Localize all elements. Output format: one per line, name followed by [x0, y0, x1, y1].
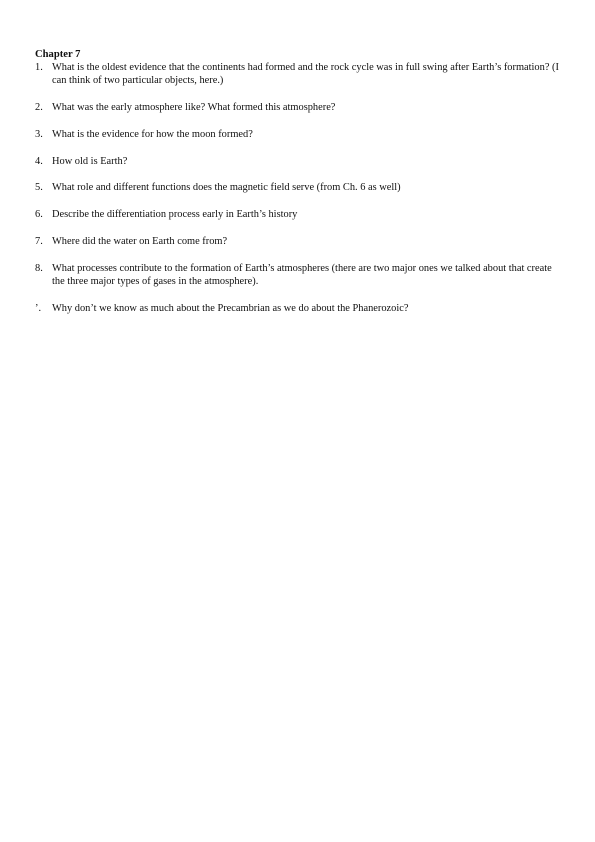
question-number: ’.	[35, 302, 42, 314]
question-item-4	[35, 155, 560, 168]
question-item-8	[35, 262, 560, 288]
question-item-3	[35, 128, 560, 141]
question-number: 6.	[35, 209, 43, 221]
question-number: 2.	[35, 102, 43, 113]
question-text: Where did the water on Earth come from?	[52, 235, 228, 247]
question-item-7	[35, 235, 560, 248]
question-text: What role and different functions does the magnetic field serve (from Ch. 6 as well)	[52, 182, 401, 194]
question-item-5	[35, 181, 560, 194]
question-number: 3.	[35, 128, 43, 140]
question-text: What is the oldest evidence that the continents had formed and the rock cycle was in full swing after Earth’s formation? (I can think of two particular objects, here.)	[52, 62, 559, 87]
question-text: Why don’t we know as much about the Precambrian as we do about the Phanerozoic?	[52, 302, 409, 314]
question-number: 4.	[35, 155, 43, 167]
question-item-6	[35, 208, 560, 221]
question-text: What was the early atmosphere like? What formed this atmosphere?	[52, 102, 336, 113]
chapter-heading: Chapter 7	[35, 49, 81, 60]
question-text: What processes contribute to the formation of Earth’s atmospheres (there are two major ones we talked about that create the three major types of gases in the atmosphere).	[52, 262, 552, 287]
question-number: 8.	[35, 262, 43, 274]
question-list	[35, 61, 560, 315]
question-number: 5.	[35, 182, 43, 194]
document-page	[35, 48, 560, 315]
question-text: What is the evidence for how the moon formed?	[52, 128, 253, 140]
question-number: 1.	[35, 62, 43, 73]
question-item-1	[35, 61, 560, 87]
question-number: 7.	[35, 235, 43, 247]
question-text: How old is Earth?	[52, 155, 128, 167]
question-item-9	[35, 302, 560, 315]
question-item-2	[35, 101, 560, 114]
question-text: Describe the differentiation process early in Earth’s history	[52, 209, 298, 221]
